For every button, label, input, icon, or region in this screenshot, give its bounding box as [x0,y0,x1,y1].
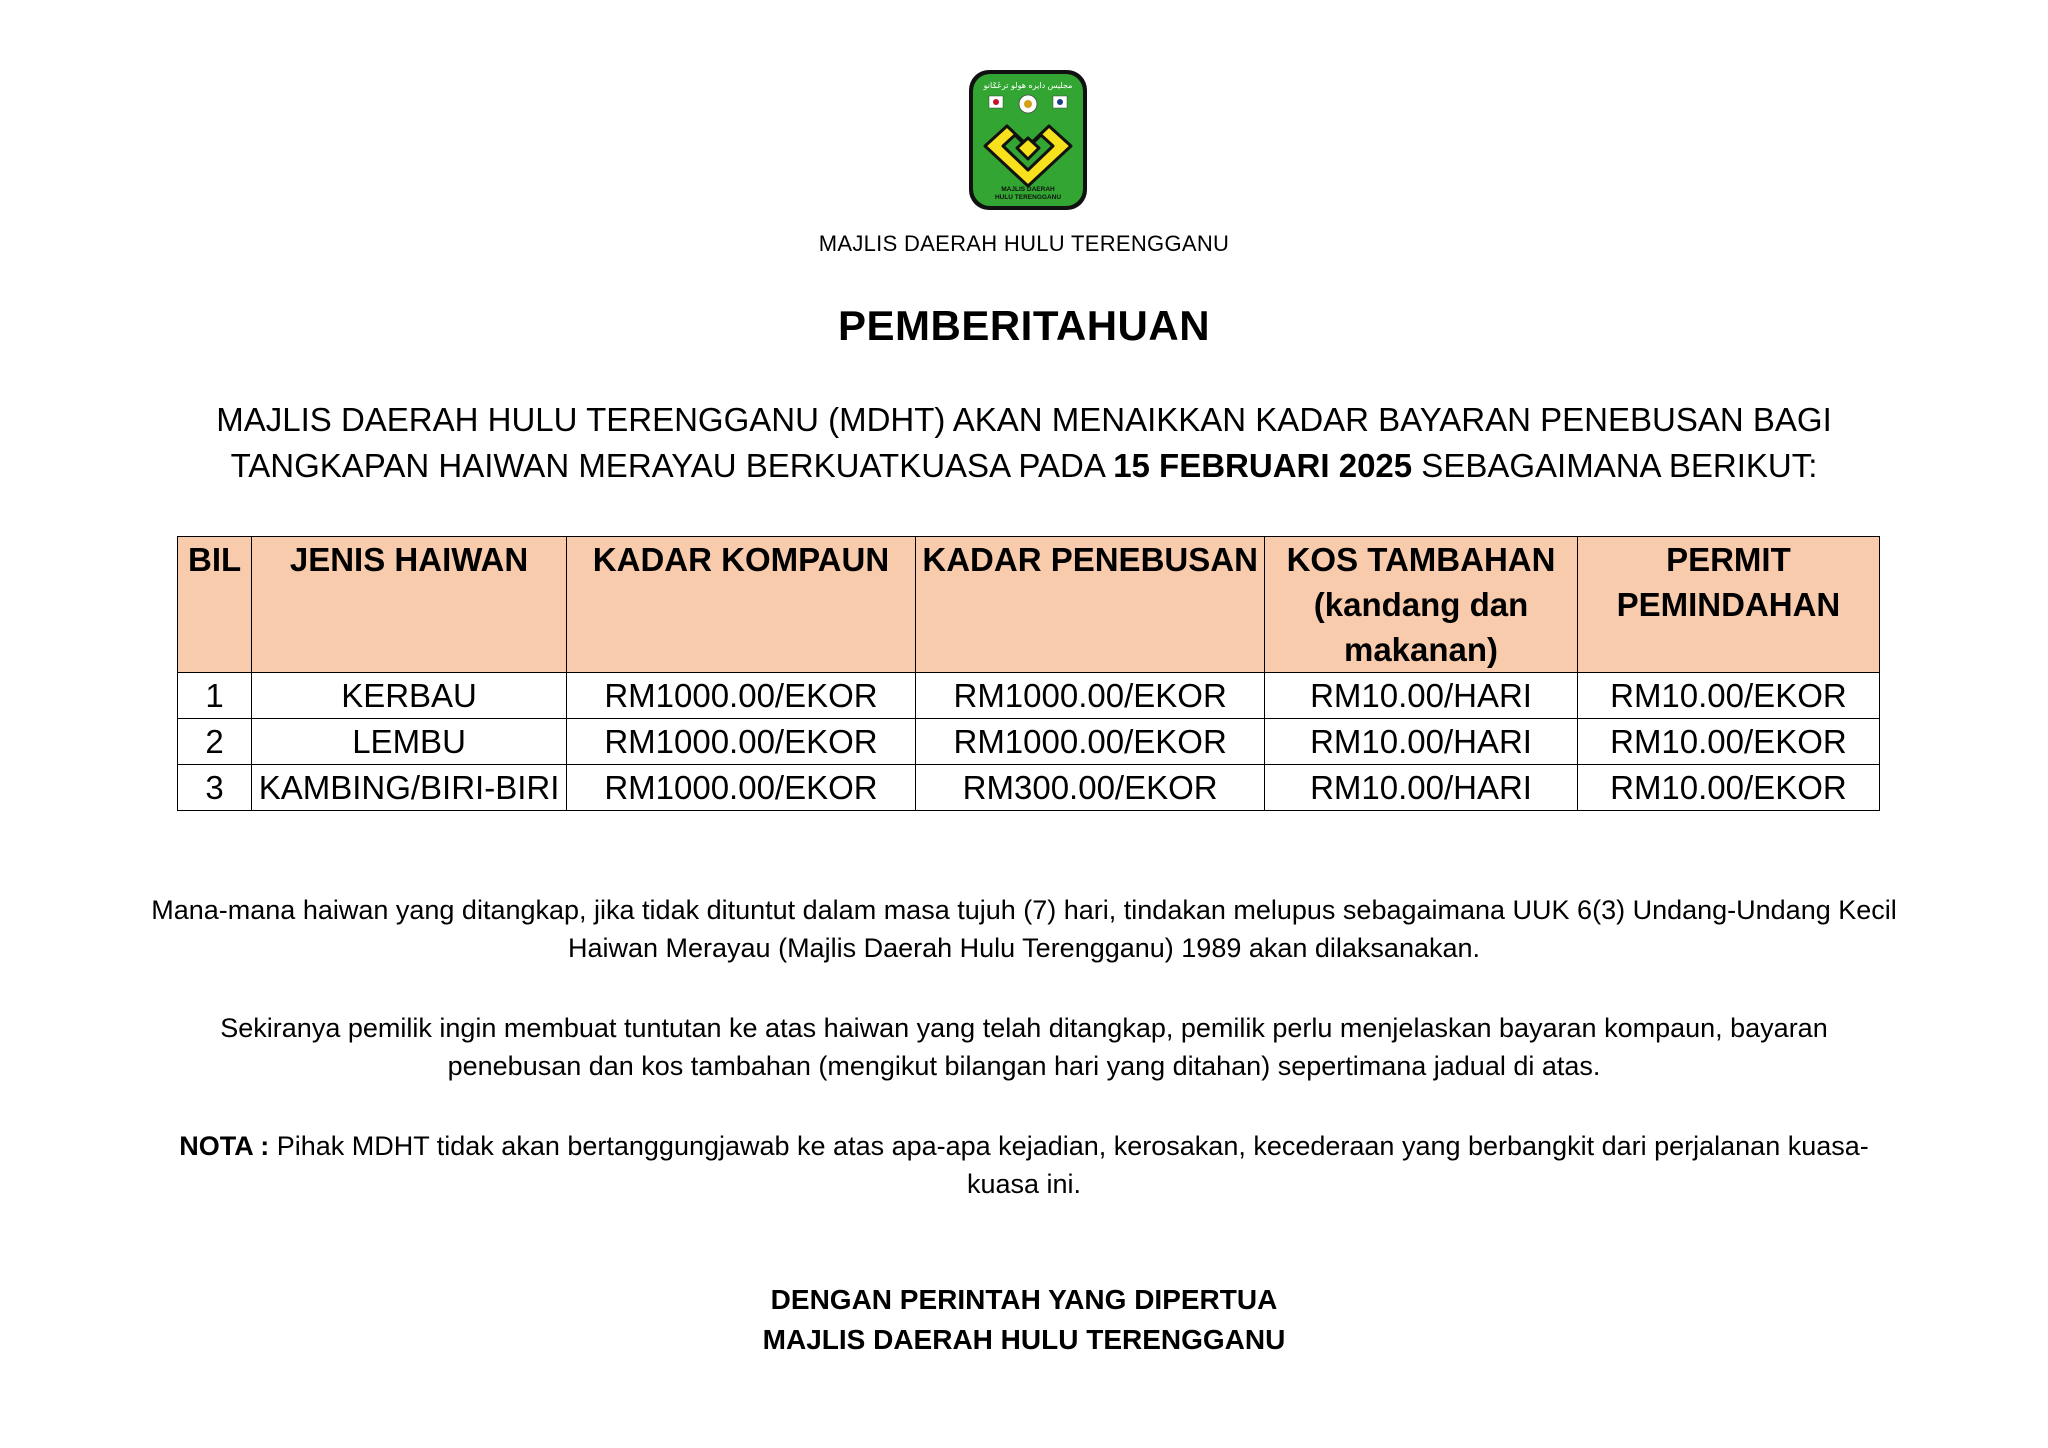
table-cell: 3 [178,765,252,811]
table-cell: LEMBU [252,719,567,765]
effective-date: 15 FEBRUARI 2025 [1113,447,1413,484]
header-kadar-penebusan: KADAR PENEBUSAN [916,537,1265,673]
header-bil: BIL [178,537,252,673]
signature-line2: MAJLIS DAERAH HULU TERENGGANU [762,1324,1286,1355]
nota-paragraph [150,1127,1898,1203]
nota-label: NOTA : [179,1131,270,1161]
table-row [178,765,1880,811]
mdht-crest-icon [967,68,1089,212]
header-kadar-kompaun: KADAR KOMPAUN [566,537,915,673]
table-row [178,719,1880,765]
intro-paragraph [150,397,1898,489]
claim-paragraph: Sekiranya pemilik ingin membuat tuntutan ke atas haiwan yang telah ditangkap, pemilik perlu menjelaskan bayaran kompaun, bayaran penebusan dan kos tambahan (mengikut bilangan hari yang ditahan) sepertimana jadual di atas. [220,1013,1828,1081]
page-title: PEMBERITAHUAN [837,302,1211,349]
signature-block [0,1280,2048,1360]
table-cell: KAMBING/BIRI-BIRI [252,765,567,811]
table-cell: RM10.00/HARI [1265,719,1578,765]
table-cell: KERBAU [252,673,567,719]
table-row [178,673,1880,719]
table-cell: RM1000.00/EKOR [916,673,1265,719]
table-cell: RM10.00/EKOR [1577,765,1879,811]
intro-text-before: MAJLIS DAERAH HULU TERENGGANU (MDHT) AKAN MENAIKKAN KADAR BAYARAN PENEBUSAN BAGI TANGKAPAN HAIWAN MERAYAU BERKUATKUASA PADA [216,401,1832,484]
nota-text: Pihak MDHT tidak akan bertanggungjawab ke atas apa-apa kejadian, kerosakan, kecederaan yang berbangkit dari perjalanan kuasa-kuasa ini. [269,1131,1869,1199]
table-cell: 2 [178,719,252,765]
header-jenis-haiwan: JENIS HAIWAN [252,537,567,673]
table-cell: RM10.00/EKOR [1577,673,1879,719]
signature-line1: DENGAN PERINTAH YANG DIPERTUA [770,1284,1278,1315]
table-cell: RM300.00/EKOR [916,765,1265,811]
header-permit-pemindahan: PERMIT PEMINDAHAN [1577,537,1879,673]
table-cell: RM1000.00/EKOR [916,719,1265,765]
table-cell: RM10.00/EKOR [1577,719,1879,765]
header-kos-tambahan: KOS TAMBAHAN (kandang dan makanan) [1265,537,1578,673]
intro-text-after: SEBAGAIMANA BERIKUT: [1412,447,1818,484]
fees-table [177,536,1880,811]
logo-text-line1: MAJLIS DAERAH [1001,186,1055,193]
disposal-paragraph: Mana-mana haiwan yang ditangkap, jika tidak dituntut dalam masa tujuh (7) hari, tindakan melupus sebagaimana UUK 6(3) Undang-Undang Kecil Haiwan Merayau (Majlis Daerah Hulu Terengganu) 1989 akan dilaksanakan. [151,895,1897,963]
table-cell: RM10.00/HARI [1265,765,1578,811]
table-cell: RM10.00/HARI [1265,673,1578,719]
table-cell: 1 [178,673,252,719]
svg-text:مجليس دايره هولو ترڠݢانو: مجليس دايره هولو ترڠݢانو [983,81,1073,90]
table-cell: RM1000.00/EKOR [566,673,915,719]
table-cell: RM1000.00/EKOR [566,765,915,811]
logo-text-line2: HULU TERENGGANU [994,194,1062,201]
table-cell: RM1000.00/EKOR [566,719,915,765]
org-name: MAJLIS DAERAH HULU TERENGGANU [818,231,1230,256]
table-header-row [178,537,1880,673]
